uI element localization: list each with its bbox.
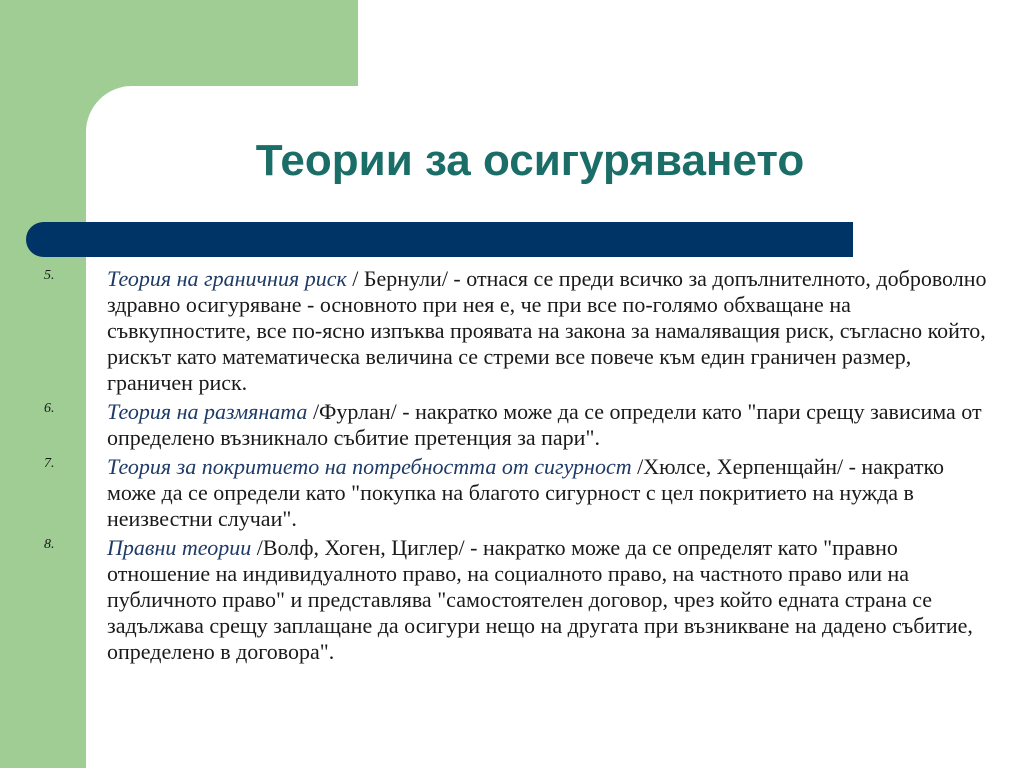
list-item-text bbox=[107, 535, 987, 665]
list-item-6 bbox=[0, 399, 1024, 451]
list-item-text bbox=[107, 266, 987, 396]
list-number: 8. bbox=[44, 537, 55, 552]
theory-name: Теория на размяната bbox=[107, 399, 308, 424]
theory-description: /Фурлан/ - накратко може да се определи като "пари срещу зависима от определено възникнало събитие претенция за пари". bbox=[107, 399, 982, 450]
list-item-8 bbox=[0, 535, 1024, 665]
theory-list bbox=[0, 266, 1024, 668]
theory-description: /Волф, Хоген, Циглер/ - накратко може да се определят като "правно отношение на индивидуалното право, на социалното право, на частното право или на публичното право" и представлява "самостоятелен договор, чрез който едната страна се задължава срещу заплащане да осигури нещо на другата при възникване на дадено събитие, определено в договора". bbox=[107, 535, 973, 664]
theory-name: Теория на граничния риск bbox=[107, 266, 347, 291]
slide-title: Теории за осигуряването bbox=[255, 136, 805, 185]
list-item-5 bbox=[0, 266, 1024, 396]
theory-name: Теория за покритието на потребността от сигурност bbox=[107, 454, 632, 479]
list-number: 5. bbox=[44, 268, 55, 283]
list-item-text bbox=[107, 454, 987, 532]
list-item-text bbox=[107, 399, 987, 451]
theory-description: / Бернули/ - отнася се преди всичко за допълнителното, доброволно здравно осигуряване - основното при нея е, че при все по-голямо обхващане на съвкупностите, все по-ясно изпъква проявата на закона за намаляващия риск, съгласно който, рискът като математическа величина се стреми все повече към един граничен размер, граничен риск. bbox=[107, 266, 987, 395]
title-divider-bar bbox=[26, 222, 853, 257]
list-number: 7. bbox=[44, 456, 55, 471]
list-item-7 bbox=[0, 454, 1024, 532]
list-number: 6. bbox=[44, 401, 55, 416]
theory-description: /Хюлсе, Херпенщайн/ - накратко може да се определи като "покупка на благото сигурност с цел покритието на нужда в неизвестни случаи". bbox=[107, 454, 945, 531]
theory-name: Правни теории bbox=[107, 535, 252, 560]
